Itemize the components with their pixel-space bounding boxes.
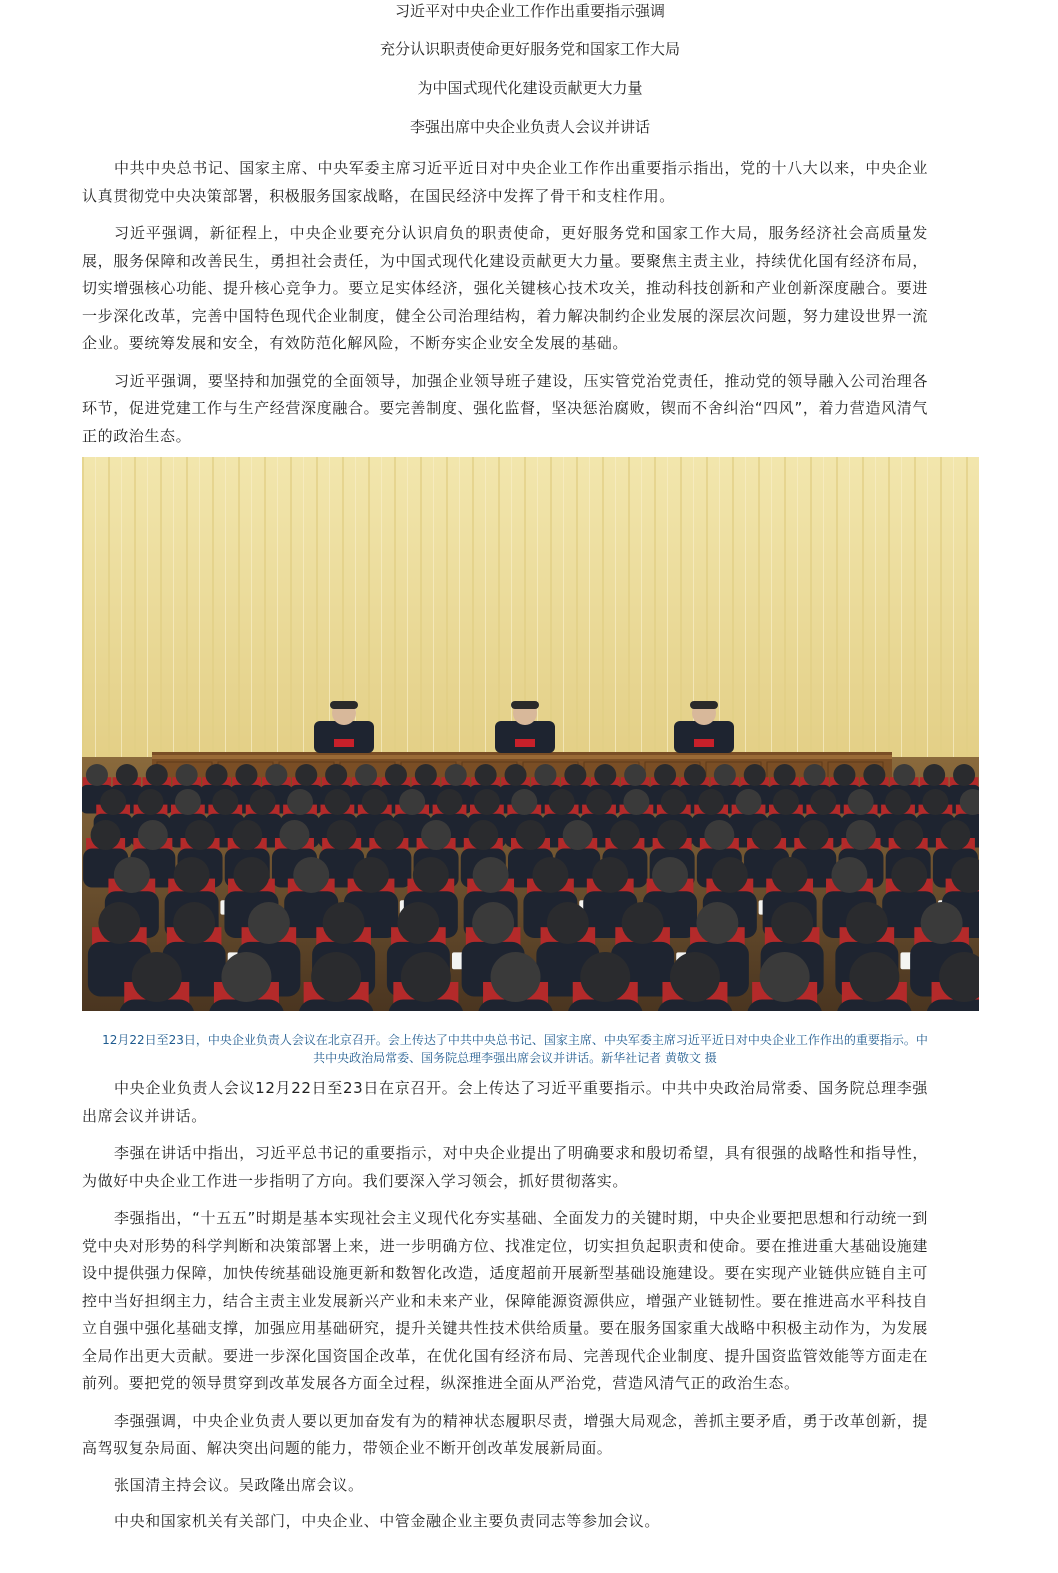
attendee-head xyxy=(863,764,885,786)
attendee-head xyxy=(98,902,140,944)
attendee-head xyxy=(505,764,527,786)
attendee-head xyxy=(413,857,449,893)
speaker-body xyxy=(674,721,734,753)
attendee-head xyxy=(652,857,688,893)
attendee-head xyxy=(696,902,738,944)
meeting-photo-illustration xyxy=(82,457,979,1011)
attendee-head xyxy=(437,789,463,815)
attendee-head xyxy=(325,764,347,786)
attendee-head xyxy=(744,764,766,786)
attendee-head xyxy=(397,902,439,944)
attendee-head xyxy=(250,789,276,815)
attendee-head xyxy=(324,789,350,815)
attendee-head xyxy=(810,789,836,815)
attendee-head xyxy=(774,764,796,786)
attendee-head xyxy=(712,857,748,893)
attendee-head xyxy=(580,952,630,1002)
attendee-head xyxy=(922,789,948,815)
attendee-head xyxy=(233,857,269,893)
attendee-head xyxy=(473,857,509,893)
attendee-head xyxy=(415,764,437,786)
attendee-head xyxy=(670,952,720,1002)
attendee-head xyxy=(594,764,616,786)
paragraph-4: 中央企业负责人会议12月22日至23日在京召开。会上传达了习近平重要指示。中共中央政治局常委、国务院总理李强出席会议并讲话。 xyxy=(82,1079,928,1125)
paragraph-2: 习近平强调，新征程上，中央企业要充分认识肩负的职责使命，更好服务党和国家工作大局，服务经济社会高质量发展，服务保障和改善民生，勇担社会责任，为中国式现代化建设贡献更大力量。要聚焦主责主业，持续优化国有经济布局，切实增强核心功能、提升核心竞争力。要立足实体经济，强化关键核心技术攻关，推动科技创新和产业创新深度融合。要进一步深化改革，完善中国特色现代企业制度，健全公司治理结构，着力解决制约企业发展的深层次问题，努力建设世界一流企业。要统筹发展和安全，有效防范化解风险，不断夯实企业安全发展的基础。 xyxy=(82,224,928,352)
attendee-head xyxy=(353,857,389,893)
article-top xyxy=(82,0,978,450)
attendee-head xyxy=(771,902,813,944)
name-card xyxy=(334,739,354,747)
attendee-head xyxy=(132,952,182,1002)
attendee-head xyxy=(661,789,687,815)
paragraph-5: 李强在讲话中指出，习近平总书记的重要指示，对中央企业提出了明确要求和殷切希望，具有很强的战略性和指导性，为做好中央企业工作进一步指明了方向。我们要深入学习领会，抓好贯彻落实。 xyxy=(82,1144,928,1190)
name-card xyxy=(515,739,535,747)
attendee-head xyxy=(564,764,586,786)
speaker-hair xyxy=(511,701,539,709)
attendee-head xyxy=(698,789,724,815)
attendee-head xyxy=(362,789,388,815)
headline-sub-2: 为中国式现代化建设贡献更大力量 xyxy=(417,79,643,97)
headline-main: 习近平对中央企业工作作出重要指示强调 xyxy=(394,2,665,20)
attendee-head xyxy=(760,952,810,1002)
headline-sub-3: 李强出席中央企业负责人会议并讲话 xyxy=(409,118,650,136)
attendee-head xyxy=(623,789,649,815)
attendee-head xyxy=(146,764,168,786)
speaker-hair xyxy=(690,701,718,709)
attendee-head xyxy=(921,902,963,944)
attendee-head xyxy=(176,764,198,786)
attendee-head xyxy=(833,764,855,786)
attendee-head xyxy=(657,820,687,850)
attendee-head xyxy=(175,789,201,815)
paragraph-9: 中央和国家机关有关部门，中央企业、中管金融企业主要负责同志等参加会议。 xyxy=(114,1512,661,1530)
attendee-head xyxy=(953,764,975,786)
attendee-head xyxy=(212,789,238,815)
attendee-head xyxy=(586,789,612,815)
attendee-head xyxy=(311,952,361,1002)
attendee-head xyxy=(421,820,451,850)
attendee-head xyxy=(174,857,210,893)
attendee-head xyxy=(804,764,826,786)
attendee-head xyxy=(893,820,923,850)
attendee-head xyxy=(474,789,500,815)
paragraph-8: 张国清主持会议。吴政隆出席会议。 xyxy=(114,1475,364,1494)
attendee-head xyxy=(374,820,404,850)
attendee-head xyxy=(116,764,138,786)
headline-sub-1: 充分认识职责使命更好服务党和国家工作大局 xyxy=(379,40,680,58)
attendee-head xyxy=(848,789,874,815)
attendee-head xyxy=(654,764,676,786)
attendee-head xyxy=(491,952,541,1002)
attendee-head xyxy=(265,764,287,786)
attendee-head xyxy=(138,820,168,850)
paragraph-3: 习近平强调，要坚持和加强党的全面领导，加强企业领导班子建设，压实管党治党责任，推动党的领导融入公司治理各环节，促进党建工作与生产经营深度融合。要完善制度、强化监督，坚决惩治腐败，锲而不舍纠治“四风”，着力营造风清气正的政治生态。 xyxy=(82,371,928,445)
attendee-head xyxy=(235,764,257,786)
attendee-head xyxy=(704,820,734,850)
attendee-head xyxy=(610,820,640,850)
speaker-body xyxy=(495,721,555,753)
attendee-head xyxy=(849,952,899,1002)
paragraph-7: 李强强调，中央企业负责人要以更加奋发有为的精神状态履职尽责，增强大局观念，善抓主要矛盾，勇于改革创新，提高驾驭复杂局面、解决突出问题的能力，带领企业不断开创改革发展新局面。 xyxy=(82,1411,928,1457)
attendee-head xyxy=(185,820,215,850)
attendee-head xyxy=(114,857,150,893)
attendee-head xyxy=(940,820,970,850)
speaker-body xyxy=(314,721,374,753)
attendee-head xyxy=(295,764,317,786)
article-bottom xyxy=(82,1075,978,1536)
photo-caption: 12月22日至23日，中央企业负责人会议在北京召开。会上传达了中共中央总书记、国家主席、中央军委主席习近平近日对中央企业工作作出的重要指示。中共中央政治局常委、国务院总理李强出席会议并讲话。新华社记者 黄敬文 摄 xyxy=(102,1033,928,1065)
attendee-head xyxy=(472,902,514,944)
paragraph-6: 李强指出，“十五五”时期是基本实现社会主义现代化夯实基础、全面发力的关键时期，中央企业要把思想和行动统一到党中央对形势的科学判断和决策部署上来，进一步明确方位、找准定位，切实担负起职责和使命。要在推进重大基础设施建设中提供强力保障，加快传统基础设施更新和数智化改造，适度超前开展新型基础设施建设。要在实现产业链供应链自主可控中当好担纲主力，结合主责主业发展新兴产业和未来产业，保障能源资源供应，增强产业链韧性。要在推进高水平科技自立自强中强化基础支撑，加强应用基础研究，提升关键共性技术供给质量。要在服务国家重大战略中积极主动作为，为发展全局作出更大贡献。要进一步深化国资国企改革，在优化国有经济布局、完善现代企业制度、提升国资监管效能等方面走在前列。要把党的领导贯穿到改革发展各方面全过程，纵深推进全面从严治党，营造风清气正的政治生态。 xyxy=(82,1209,928,1392)
attendee-head xyxy=(714,764,736,786)
attendee-head xyxy=(624,764,646,786)
attendee-head xyxy=(173,902,215,944)
attendee-head xyxy=(86,764,108,786)
attendee-head xyxy=(445,764,467,786)
attendee-head xyxy=(100,789,126,815)
paragraph-1: 中共中央总书记、国家主席、中央军委主席习近平近日对中央企业工作作出重要指示指出，党的十八大以来，中央企业认真贯彻党中央决策部署，积极服务国家战略，在国民经济中发挥了骨干和支柱作用。 xyxy=(82,159,928,205)
attendee-head xyxy=(684,764,706,786)
attendee-head xyxy=(385,764,407,786)
speaker-hair xyxy=(330,701,358,709)
attendee-head xyxy=(752,820,782,850)
attendee-head xyxy=(563,820,593,850)
attendee-head xyxy=(773,789,799,815)
attendee-head xyxy=(846,820,876,850)
attendee-head xyxy=(323,902,365,944)
attendee-head xyxy=(511,789,537,815)
attendee-head xyxy=(622,902,664,944)
attendee-head xyxy=(831,857,867,893)
attendee-head xyxy=(736,789,762,815)
name-card xyxy=(694,739,714,747)
attendee-head xyxy=(401,952,451,1002)
attendee-head xyxy=(206,764,228,786)
attendee-head xyxy=(91,820,121,850)
attendee-head xyxy=(232,820,262,850)
attendee-head xyxy=(549,789,575,815)
meeting-photo xyxy=(82,457,979,1011)
attendee-head xyxy=(138,789,164,815)
attendee-head xyxy=(893,764,915,786)
attendee-head xyxy=(475,764,497,786)
attendee-head xyxy=(532,857,568,893)
rostrum-front xyxy=(152,755,892,759)
attendee-head xyxy=(293,857,329,893)
attendee-head xyxy=(547,902,589,944)
attendee-head xyxy=(799,820,829,850)
attendee-head xyxy=(592,857,628,893)
attendee-head xyxy=(355,764,377,786)
attendee-head xyxy=(287,789,313,815)
attendee-head xyxy=(923,764,945,786)
attendee-head xyxy=(891,857,927,893)
attendee-head xyxy=(772,857,808,893)
attendee-head xyxy=(885,789,911,815)
attendee-head xyxy=(279,820,309,850)
attendee-head xyxy=(221,952,271,1002)
attendee-head xyxy=(399,789,425,815)
attendee-head xyxy=(516,820,546,850)
attendee-head xyxy=(846,902,888,944)
attendee-head xyxy=(327,820,357,850)
attendee-head xyxy=(534,764,556,786)
attendee-head xyxy=(248,902,290,944)
attendee-head xyxy=(468,820,498,850)
